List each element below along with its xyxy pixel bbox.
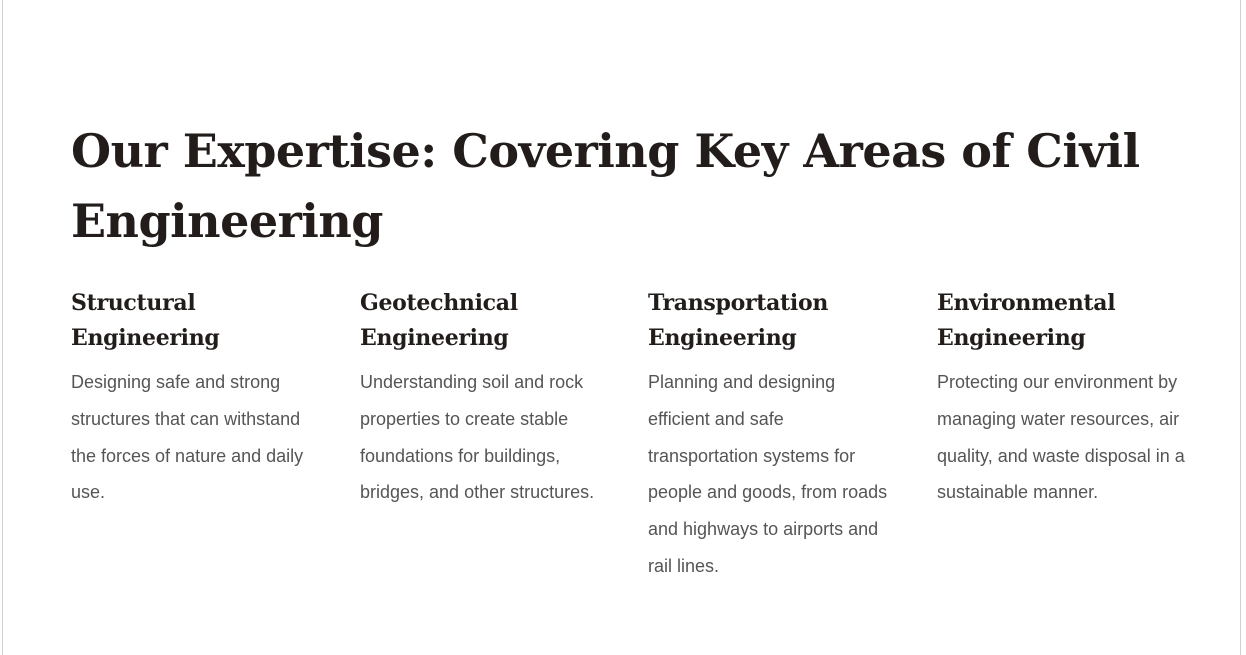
card-title: Geotechnical Engineering bbox=[360, 290, 518, 351]
card-geotechnical-engineering bbox=[360, 286, 608, 511]
expertise-cards bbox=[71, 286, 1185, 596]
card-description: Planning and designing efficient and safe transportation systems for people and goods, from roads and highways to airports and rail lines. bbox=[648, 372, 888, 576]
card-title: Transportation Engineering bbox=[648, 290, 829, 351]
card-title: Environmental Engineering bbox=[937, 290, 1116, 351]
section-title: Our Expertise: Covering Key Areas of Civil Engineering bbox=[71, 124, 1140, 248]
card-description: Designing safe and strong structures that can withstand the forces of nature and daily use. bbox=[71, 372, 304, 503]
card-transportation-engineering bbox=[648, 286, 896, 585]
card-environmental-engineering bbox=[937, 286, 1185, 511]
page-frame bbox=[2, 0, 1241, 655]
card-description: Protecting our environment by managing water resources, air quality, and waste disposal in a sustainable manner. bbox=[937, 372, 1185, 503]
card-structural-engineering bbox=[71, 286, 319, 511]
card-description: Understanding soil and rock properties to create stable foundations for buildings, bridges, and other structures. bbox=[360, 372, 595, 503]
card-title: Structural Engineering bbox=[71, 290, 220, 351]
expertise-section bbox=[71, 116, 1185, 576]
